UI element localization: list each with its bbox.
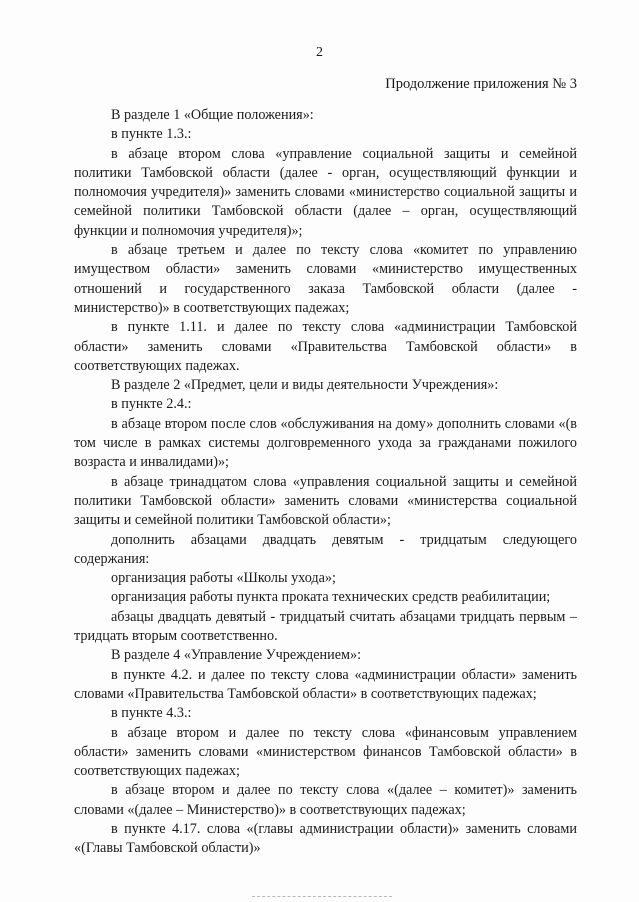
- item-2-4-paragraph-13: в абзаце тринадцатом слова «управления социальной защиты и семейной политики Тамбовской области» заменить словами «министерства социальной защиты и семейной политики Тамбовской области»;: [74, 473, 577, 529]
- item-2-4-renumbering: абзацы двадцать девятый - тридцатый считать абзацами тридцать первым – тридцать вторым соответственно.: [74, 608, 577, 645]
- item-1-3-paragraph-3: в абзаце третьем и далее по тексту слова «комитет по управлению имуществом области» заменить словами «министерство имущественных отношений и государственного заказа Тамбовской области (далее - министерство)» в соответствующих падежах;: [74, 242, 577, 316]
- item-2-4-heading: в пункте 2.4.:: [111, 396, 192, 413]
- item-4-17: в пункте 4.17. слова «(главы администрации области)» заменить словами «(Главы Тамбовской области)»: [74, 820, 577, 857]
- section-4-heading: В разделе 4 «Управление Учреждением»:: [111, 647, 362, 664]
- item-4-3-paragraph-2a: в абзаце втором и далее по тексту слова «финансовым управлением области» заменить словами «министерством финансов Тамбовской области» в соответствующих падежах;: [74, 724, 577, 780]
- item-1-11: в пункте 1.11. и далее по тексту слова «администрации Тамбовской области» заменить словами «Правительства Тамбовской области» в соответствующих падежах.: [74, 319, 577, 374]
- document-body: [74, 106, 577, 859]
- item-1-3-paragraph-2: в абзаце втором слова «управление социальной защиты и семейной политики Тамбовской области (далее - орган, осуществляющий функции и полномочия учредителя)» заменить словами «министерство социальной защиты и семейной политики Тамбовской области (далее – орган, осуществляющий функции и полномочия учредителя)»;: [74, 145, 577, 239]
- section-2-heading: В разделе 2 «Предмет, цели и виды деятельности Учреждения»:: [111, 377, 499, 394]
- item-2-4-rental-point: организация работы пункта проката технических средств реабилитации;: [111, 589, 551, 606]
- appendix-continuation-label: Продолжение приложения № 3: [385, 76, 577, 92]
- item-1-3-heading: в пункте 1.3.:: [111, 126, 192, 143]
- item-4-3-paragraph-2b: в абзаце втором и далее по тексту слова «(далее – комитет)» заменить словами «(далее – Министерство)» в соответствующих падежах;: [74, 782, 577, 818]
- item-4-3-heading: в пункте 4.3.:: [111, 705, 192, 722]
- page-number: 2: [316, 45, 323, 60]
- item-2-4-addition: дополнить абзацами двадцать девятым - тридцатым следующего содержания:: [74, 531, 577, 567]
- item-2-4-care-school: организация работы «Школы ухода»;: [111, 570, 336, 587]
- section-1-heading: В разделе 1 «Общие положения»:: [111, 107, 314, 123]
- item-4-2: в пункте 4.2. и далее по тексту слова «администрации области» заменить словами «Правительства Тамбовской области» в соответствующих падежах;: [74, 666, 577, 702]
- scan-artifact-line: [252, 896, 392, 898]
- item-2-4-paragraph-2: в абзаце втором после слов «обслуживания на дому» дополнить словами «(в том числе в рамках системы долговременного ухода за гражданами пожилого возраста и инвалидами)»;: [74, 415, 577, 471]
